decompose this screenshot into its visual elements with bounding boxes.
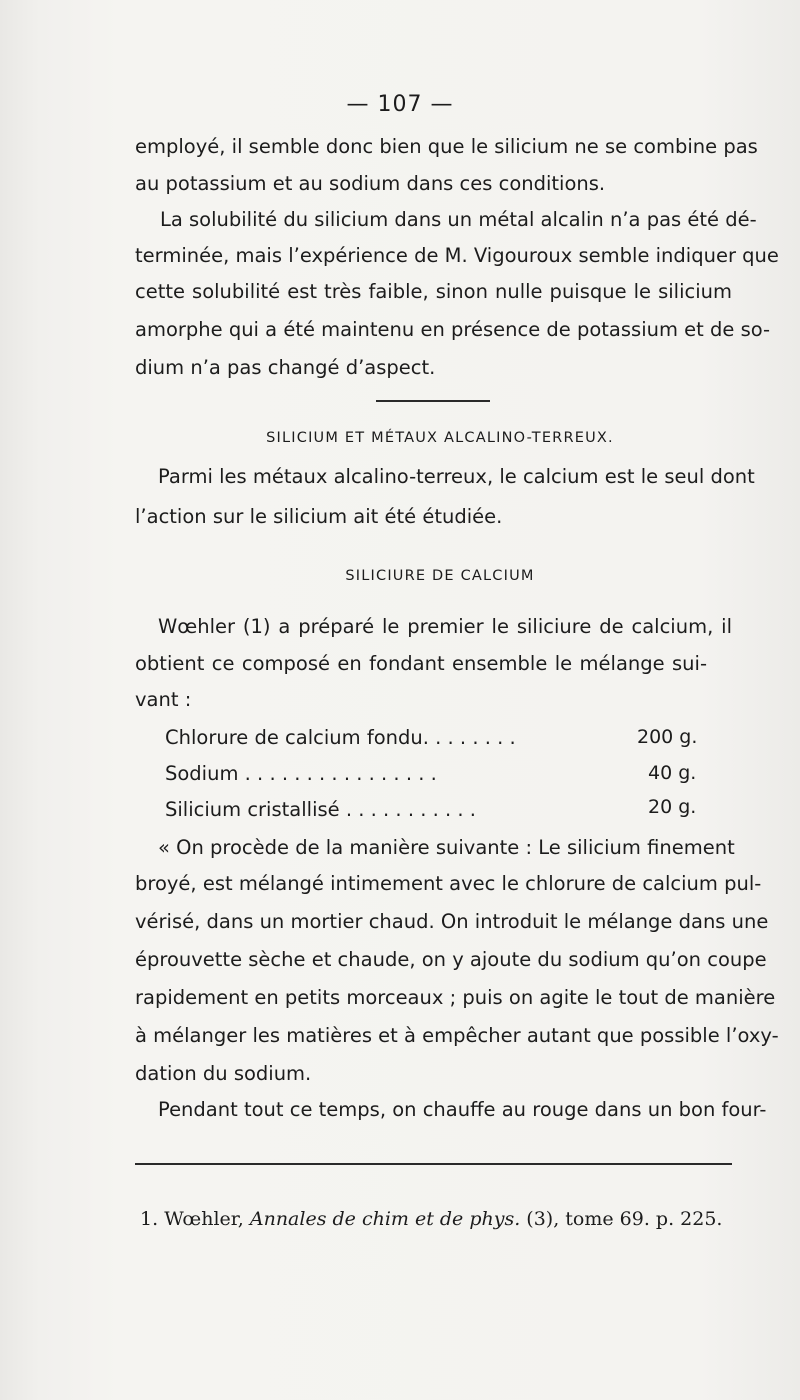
footnote-marker: 1. — [140, 1208, 159, 1230]
text-line: broyé, est mélangé intimement avec le chlorure de calcium pul- — [135, 872, 762, 895]
section-divider — [376, 400, 490, 402]
text-line: amorphe qui a été maintenu en présence de potassium et de so- — [135, 318, 771, 341]
page-number: — 107 — — [346, 92, 454, 117]
text-line: obtient ce composé en fondant ensemble le mélange sui- — [135, 652, 707, 675]
text-line: dation du sodium. — [135, 1062, 312, 1085]
text-line: Wœhler (1) a préparé le premier le siliciure de calcium, il — [158, 615, 732, 638]
footnote-journal: Annales de chim et de phys. — [249, 1208, 521, 1230]
recipe-item-value: 40 g. — [648, 762, 697, 784]
recipe-item-value: 20 g. — [648, 796, 697, 818]
text-line: terminée, mais l’expérience de M. Vigouroux semble indiquer que — [135, 244, 779, 267]
text-line: cette solubilité est très faible, sinon nulle puisque le silicium — [135, 280, 732, 303]
text-line: La solubilité du silicium dans un métal alcalin n’a pas été dé- — [160, 208, 757, 231]
text-line: au potassium et au sodium dans ces conditions. — [135, 172, 606, 195]
text-line: vant : — [135, 688, 192, 711]
text-line: l’action sur le silicium ait été étudiée. — [135, 505, 503, 528]
text-line: Pendant tout ce temps, on chauffe au rouge dans un bon four- — [158, 1098, 767, 1121]
text-line: employé, il semble donc bien que le silicium ne se combine pas — [135, 135, 758, 158]
text-line: Parmi les métaux alcalino-terreux, le calcium est le seul dont — [158, 465, 755, 488]
section-heading: SILICIURE DE CALCIUM — [345, 568, 535, 584]
footnote-reference: (3), tome 69. p. 225. — [526, 1208, 723, 1230]
text-line: « On procède de la manière suivante : Le silicium finement — [158, 836, 735, 859]
text-line: à mélanger les matières et à empêcher autant que possible l’oxy- — [135, 1024, 779, 1047]
recipe-item-label: Sodium . . . . . . . . . . . . . . . . — [165, 762, 437, 785]
text-line: rapidement en petits morceaux ; puis on agite le tout de manière — [135, 986, 776, 1009]
text-line: vérisé, dans un mortier chaud. On introduit le mélange dans une — [135, 910, 769, 933]
recipe-item-label: Chlorure de calcium fondu. . . . . . . . — [165, 726, 516, 749]
footnote — [140, 1208, 722, 1230]
recipe-item-value: 200 g. — [637, 726, 698, 748]
text-line: dium n’a pas changé d’aspect. — [135, 356, 436, 379]
recipe-item-label: Silicium cristallisé . . . . . . . . . . . — [165, 798, 477, 821]
text-line: éprouvette sèche et chaude, on y ajoute du sodium qu’on coupe — [135, 948, 767, 971]
footnote-divider — [135, 1163, 732, 1165]
section-heading: SILICIUM ET MÉTAUX ALCALINO-TERREUX. — [266, 430, 614, 446]
footnote-author: Wœhler, — [164, 1208, 244, 1230]
